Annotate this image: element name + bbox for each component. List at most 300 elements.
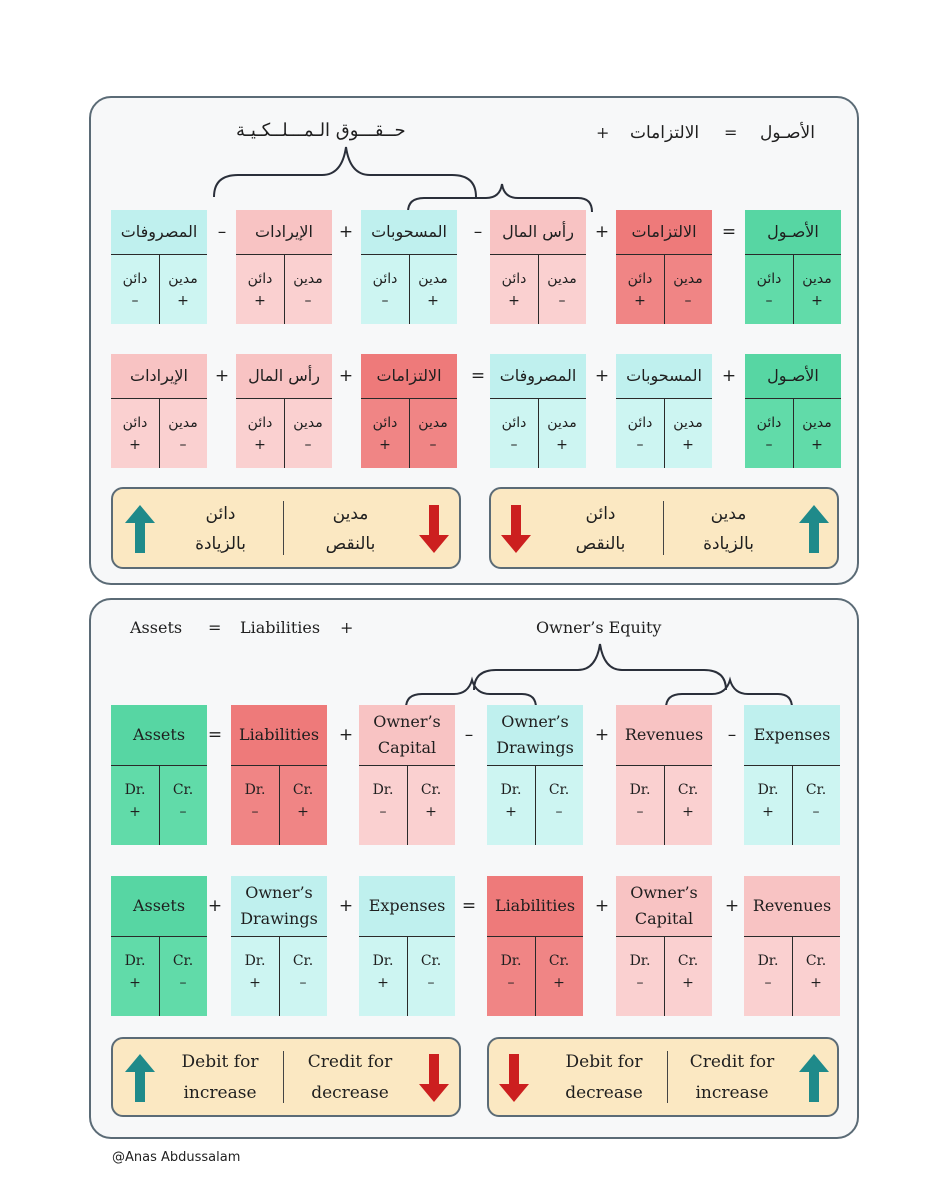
arrow-down-icon: [419, 505, 449, 553]
credit-side-sign: +: [129, 437, 141, 453]
debit-side-sign: +: [682, 437, 694, 453]
equation-operator: –: [217, 222, 227, 242]
debit-side-sign: –: [636, 804, 644, 820]
account-title: الإيرادات: [236, 210, 332, 254]
account-t-body: [490, 398, 586, 468]
account-title: المصروفات: [490, 354, 586, 398]
account-title: رأس المال: [490, 210, 586, 254]
credit-side: [407, 765, 455, 845]
legend-cr-sub: بالنقص: [575, 534, 626, 554]
legend-cr-sub: بالزيادة: [195, 534, 246, 554]
credit-side: [535, 765, 583, 845]
debit-side: [284, 398, 332, 468]
credit-side-label: دائن: [627, 415, 653, 431]
debit-side-label: مدين: [673, 415, 703, 431]
legend-dr-sub: بالزيادة: [703, 534, 754, 554]
debit-side: [231, 936, 279, 1016]
credit-side: [664, 765, 712, 845]
account-t-rule: [745, 398, 841, 399]
debit-side-label: مدين: [547, 415, 577, 431]
account-title: Liabilities: [231, 705, 327, 765]
credit-side: [236, 254, 284, 324]
credit-side-label: دائن: [122, 271, 148, 287]
equation-operator: +: [594, 366, 610, 386]
account-t-body: [744, 765, 840, 845]
legend-divider: [667, 1051, 668, 1103]
credit-side-sign: –: [555, 804, 563, 820]
account-t-body: [616, 765, 712, 845]
debit-side-label: مدين: [418, 415, 448, 431]
credit-side-label: دائن: [247, 271, 273, 287]
credit-side: [279, 765, 327, 845]
debit-side: [487, 936, 535, 1016]
account-title: الالتزامات: [616, 210, 712, 254]
account-t-divider: [279, 765, 280, 845]
legend-dr-sub: بالنقص: [325, 534, 376, 554]
debit-side: [111, 936, 159, 1016]
debit-side-label: Dr.: [124, 953, 146, 969]
account-t-body: [111, 765, 207, 845]
account-title: الأصـول: [745, 354, 841, 398]
debit-side-label: مدين: [293, 271, 323, 287]
equation-operator: –: [464, 725, 474, 745]
credit-side-sign: +: [254, 437, 266, 453]
account-t-rule: [616, 398, 712, 399]
equation-operator: +: [338, 366, 354, 386]
equation-operator: –: [473, 222, 483, 242]
legend-cr-label: Credit for: [689, 1052, 775, 1072]
legend-dr-label: Debit for: [181, 1052, 259, 1072]
account-t-rule: [490, 398, 586, 399]
account-t-body: [616, 254, 712, 324]
credit-side: [279, 936, 327, 1016]
debit-side-sign: –: [507, 975, 515, 991]
account-t-body: [487, 936, 583, 1016]
account-t-rule: [487, 765, 583, 766]
account-title: Assets: [111, 876, 207, 936]
account-t-divider: [538, 254, 539, 324]
debit-side-sign: +: [249, 975, 261, 991]
debit-side-sign: –: [304, 437, 312, 453]
account-t-divider: [664, 398, 665, 468]
debit-side-label: Dr.: [244, 782, 266, 798]
account-title: المسحوبات: [361, 210, 457, 254]
account-title: Owner’s Capital: [616, 876, 712, 936]
debit-side: [359, 765, 407, 845]
account-title: الإيرادات: [111, 354, 207, 398]
credit-side: [111, 254, 159, 324]
account-t-body: [231, 765, 327, 845]
account-t-divider: [284, 398, 285, 468]
credit-side-sign: +: [379, 437, 391, 453]
account-t-divider: [159, 936, 160, 1016]
debit-side-label: Dr.: [244, 953, 266, 969]
account-t-rule: [744, 936, 840, 937]
debit-side-sign: –: [684, 293, 692, 309]
account-t-body: [744, 936, 840, 1016]
credit-side-sign: –: [765, 437, 773, 453]
ar-header-liabilities: الالتزامات: [630, 123, 700, 143]
ar-header-eq: =: [724, 123, 738, 142]
debit-side: [538, 254, 586, 324]
credit-side-sign: +: [682, 804, 694, 820]
credit-side: [159, 936, 207, 1016]
account-title: Expenses: [744, 705, 840, 765]
credit-side: [236, 398, 284, 468]
account-t-rule: [487, 936, 583, 937]
debit-side-label: Dr.: [629, 953, 651, 969]
credit-side-sign: +: [634, 293, 646, 309]
equation-operator: +: [594, 222, 610, 242]
en-header-eq: =: [208, 618, 222, 637]
credit-side: [745, 398, 793, 468]
debit-side: [664, 254, 712, 324]
credit-side: [490, 254, 538, 324]
credit-side-label: دائن: [501, 415, 527, 431]
arrow-up-icon: [125, 1054, 155, 1102]
account-t-body: [231, 936, 327, 1016]
debit-side-label: Dr.: [500, 953, 522, 969]
credit-side-label: Cr.: [677, 782, 699, 798]
credit-side-sign: +: [810, 975, 822, 991]
account-t-divider: [279, 936, 280, 1016]
legend-dr-sub: increase: [183, 1083, 257, 1103]
credit-side-label: Cr.: [548, 953, 570, 969]
account-t-rule: [616, 936, 712, 937]
debit-side: [793, 398, 841, 468]
legend-cr-sub: decrease: [311, 1083, 389, 1103]
account-t-divider: [407, 765, 408, 845]
debit-side-sign: –: [636, 975, 644, 991]
account-t-divider: [535, 765, 536, 845]
account-t-rule: [111, 765, 207, 766]
account-t-body: [616, 936, 712, 1016]
credit-side-label: دائن: [627, 271, 653, 287]
account-t-divider: [664, 765, 665, 845]
debit-side-sign: –: [764, 975, 772, 991]
credit-side-sign: +: [425, 804, 437, 820]
debit-side: [159, 398, 207, 468]
credit-side-sign: +: [297, 804, 309, 820]
ar-header-assets: الأصـول: [760, 123, 815, 143]
credit-side: [407, 936, 455, 1016]
account-t-divider: [793, 254, 794, 324]
debit-side: [284, 254, 332, 324]
account-title: المسحوبات: [616, 354, 712, 398]
en-legend-right: [487, 1037, 839, 1117]
debit-side: [664, 398, 712, 468]
credit-side-sign: –: [812, 804, 820, 820]
credit-side-sign: –: [131, 293, 139, 309]
debit-side: [409, 398, 457, 468]
credit-side-label: Cr.: [172, 953, 194, 969]
account-t-divider: [535, 936, 536, 1016]
credit-side: [361, 254, 409, 324]
equation-operator: +: [724, 896, 740, 916]
equation-operator: =: [721, 222, 737, 242]
account-t-rule: [111, 254, 207, 255]
account-t-divider: [409, 398, 410, 468]
debit-side-label: Dr.: [372, 953, 394, 969]
debit-side-sign: –: [179, 437, 187, 453]
legend-cr-label: دائن: [585, 504, 616, 524]
debit-side-label: Dr.: [757, 782, 779, 798]
account-t-body: [616, 398, 712, 468]
credit-side-sign: –: [299, 975, 307, 991]
credit-side-label: دائن: [756, 415, 782, 431]
credit-side: [616, 254, 664, 324]
account-t-rule: [111, 936, 207, 937]
account-title: Liabilities: [487, 876, 583, 936]
account-t-rule: [359, 936, 455, 937]
account-t-divider: [159, 398, 160, 468]
legend-divider: [283, 501, 284, 555]
credit-side-sign: –: [381, 293, 389, 309]
legend-dr-label: مدين: [710, 504, 747, 524]
arrow-down-icon: [501, 505, 531, 553]
equation-operator: =: [207, 725, 223, 745]
credit-side: [159, 765, 207, 845]
ar-header-plus: +: [596, 123, 610, 142]
credit-side-label: دائن: [372, 415, 398, 431]
account-t-divider: [664, 936, 665, 1016]
credit-side: [792, 765, 840, 845]
account-t-rule: [745, 254, 841, 255]
account-t-divider: [409, 254, 410, 324]
account-t-body: [361, 254, 457, 324]
equation-operator: +: [214, 366, 230, 386]
account-t-body: [236, 398, 332, 468]
debit-side: [744, 936, 792, 1016]
debit-side-sign: –: [429, 437, 437, 453]
account-t-divider: [159, 254, 160, 324]
credit-side: [664, 936, 712, 1016]
credit-side-sign: +: [553, 975, 565, 991]
debit-side-label: مدين: [547, 271, 577, 287]
account-t-divider: [538, 398, 539, 468]
legend-divider: [283, 1051, 284, 1103]
account-title: Assets: [111, 705, 207, 765]
en-legend-left: [111, 1037, 461, 1117]
credit-side-label: دائن: [247, 415, 273, 431]
credit-side-sign: –: [765, 293, 773, 309]
account-t-body: [111, 936, 207, 1016]
account-t-body: [236, 254, 332, 324]
equation-operator: +: [207, 896, 223, 916]
debit-side-sign: +: [556, 437, 568, 453]
account-t-rule: [359, 765, 455, 766]
debit-side-label: مدين: [802, 271, 832, 287]
equation-operator: –: [727, 725, 737, 745]
credit-side-label: Cr.: [292, 953, 314, 969]
account-t-body: [359, 765, 455, 845]
credit-side-label: Cr.: [420, 953, 442, 969]
equation-operator: +: [338, 222, 354, 242]
account-t-rule: [236, 254, 332, 255]
account-title: المصروفات: [111, 210, 207, 254]
arrow-up-icon: [125, 505, 155, 553]
en-header-assets: Assets: [130, 618, 183, 637]
account-title: Revenues: [744, 876, 840, 936]
legend-dr-label: مدين: [332, 504, 369, 524]
debit-side: [616, 936, 664, 1016]
credit-side-sign: –: [179, 804, 187, 820]
debit-side-label: Dr.: [757, 953, 779, 969]
legend-dr-sub: decrease: [565, 1083, 643, 1103]
account-t-divider: [792, 936, 793, 1016]
account-t-rule: [361, 254, 457, 255]
debit-side: [359, 936, 407, 1016]
debit-side-label: مدين: [802, 415, 832, 431]
account-t-body: [359, 936, 455, 1016]
debit-side-sign: –: [558, 293, 566, 309]
account-t-rule: [616, 765, 712, 766]
legend-dr-label: Debit for: [565, 1052, 643, 1072]
equation-operator: +: [721, 366, 737, 386]
account-title: Owner’s Drawings: [231, 876, 327, 936]
legend-cr-sub: increase: [695, 1083, 769, 1103]
account-t-divider: [159, 765, 160, 845]
credit-side-label: Cr.: [172, 782, 194, 798]
debit-side: [409, 254, 457, 324]
account-title: رأس المال: [236, 354, 332, 398]
credit-side: [361, 398, 409, 468]
account-t-body: [111, 254, 207, 324]
ar-header-equity: حــقـــوق الـمـــلــكـيـة: [236, 120, 406, 141]
debit-side-sign: +: [762, 804, 774, 820]
account-title: Expenses: [359, 876, 455, 936]
debit-side: [487, 765, 535, 845]
credit-side: [535, 936, 583, 1016]
debit-side-label: Dr.: [124, 782, 146, 798]
credit-side-sign: –: [636, 437, 644, 453]
debit-side: [793, 254, 841, 324]
account-t-rule: [236, 398, 332, 399]
account-t-body: [745, 398, 841, 468]
account-t-divider: [793, 398, 794, 468]
account-t-rule: [744, 765, 840, 766]
debit-side-label: مدين: [673, 271, 703, 287]
debit-side-label: Dr.: [372, 782, 394, 798]
equation-operator: +: [594, 725, 610, 745]
account-t-divider: [792, 765, 793, 845]
account-t-rule: [616, 254, 712, 255]
credit-side-sign: –: [427, 975, 435, 991]
en-header-liabilities: Liabilities: [240, 618, 321, 637]
credit-side-label: دائن: [122, 415, 148, 431]
debit-side: [538, 398, 586, 468]
credit-side: [111, 398, 159, 468]
credit-side-label: Cr.: [805, 953, 827, 969]
debit-side-sign: +: [505, 804, 517, 820]
credit-side-label: Cr.: [548, 782, 570, 798]
credit-side: [616, 398, 664, 468]
debit-side: [616, 765, 664, 845]
legend-divider: [663, 501, 664, 555]
account-t-rule: [490, 254, 586, 255]
ar-legend-right: [489, 487, 839, 569]
debit-side-sign: +: [129, 975, 141, 991]
debit-side-label: مدين: [293, 415, 323, 431]
credit-side-sign: +: [508, 293, 520, 309]
account-t-body: [487, 765, 583, 845]
account-t-body: [361, 398, 457, 468]
ar-legend-left: [111, 487, 461, 569]
debit-side-label: Dr.: [500, 782, 522, 798]
account-title: Owner’s Capital: [359, 705, 455, 765]
account-t-body: [490, 254, 586, 324]
credit-side-sign: –: [179, 975, 187, 991]
credit-side-label: Cr.: [292, 782, 314, 798]
equation-operator: +: [594, 896, 610, 916]
debit-side-sign: –: [304, 293, 312, 309]
account-t-rule: [231, 936, 327, 937]
account-title: Owner’s Drawings: [487, 705, 583, 765]
debit-side-sign: +: [811, 293, 823, 309]
debit-side-sign: –: [379, 804, 387, 820]
debit-side-sign: +: [811, 437, 823, 453]
legend-cr-label: دائن: [205, 504, 236, 524]
author-credit: @Anas Abdussalam: [112, 1150, 241, 1165]
equation-operator: =: [461, 896, 477, 916]
equation-operator: +: [338, 896, 354, 916]
credit-side-label: Cr.: [677, 953, 699, 969]
credit-side-label: دائن: [372, 271, 398, 287]
debit-side: [159, 254, 207, 324]
debit-side-label: مدين: [168, 415, 198, 431]
account-t-rule: [111, 398, 207, 399]
credit-side-label: Cr.: [805, 782, 827, 798]
debit-side-label: مدين: [418, 271, 448, 287]
account-t-divider: [284, 254, 285, 324]
arrow-down-icon: [419, 1054, 449, 1102]
account-t-rule: [361, 398, 457, 399]
equation-operator: +: [338, 725, 354, 745]
credit-side: [745, 254, 793, 324]
credit-side: [490, 398, 538, 468]
debit-side-sign: +: [177, 293, 189, 309]
debit-side: [111, 765, 159, 845]
debit-side-sign: +: [129, 804, 141, 820]
credit-side-sign: –: [510, 437, 518, 453]
account-title: الالتزامات: [361, 354, 457, 398]
debit-side-sign: +: [427, 293, 439, 309]
account-t-body: [111, 398, 207, 468]
account-t-divider: [407, 936, 408, 1016]
legend-cr-label: Credit for: [307, 1052, 393, 1072]
en-header-plus: +: [340, 618, 354, 637]
credit-side: [792, 936, 840, 1016]
account-t-divider: [664, 254, 665, 324]
account-title: الأصـول: [745, 210, 841, 254]
debit-side: [231, 765, 279, 845]
en-header-equity: Owner’s Equity: [536, 618, 662, 637]
credit-side-label: Cr.: [420, 782, 442, 798]
debit-side-label: مدين: [168, 271, 198, 287]
equation-operator: =: [470, 366, 486, 386]
account-t-body: [745, 254, 841, 324]
credit-side-sign: +: [254, 293, 266, 309]
debit-side-sign: +: [377, 975, 389, 991]
account-t-rule: [231, 765, 327, 766]
arrow-up-icon: [799, 1054, 829, 1102]
credit-side-sign: +: [682, 975, 694, 991]
debit-side-sign: –: [251, 804, 259, 820]
debit-side: [744, 765, 792, 845]
arrow-up-icon: [799, 505, 829, 553]
credit-side-label: دائن: [501, 271, 527, 287]
account-title: Revenues: [616, 705, 712, 765]
